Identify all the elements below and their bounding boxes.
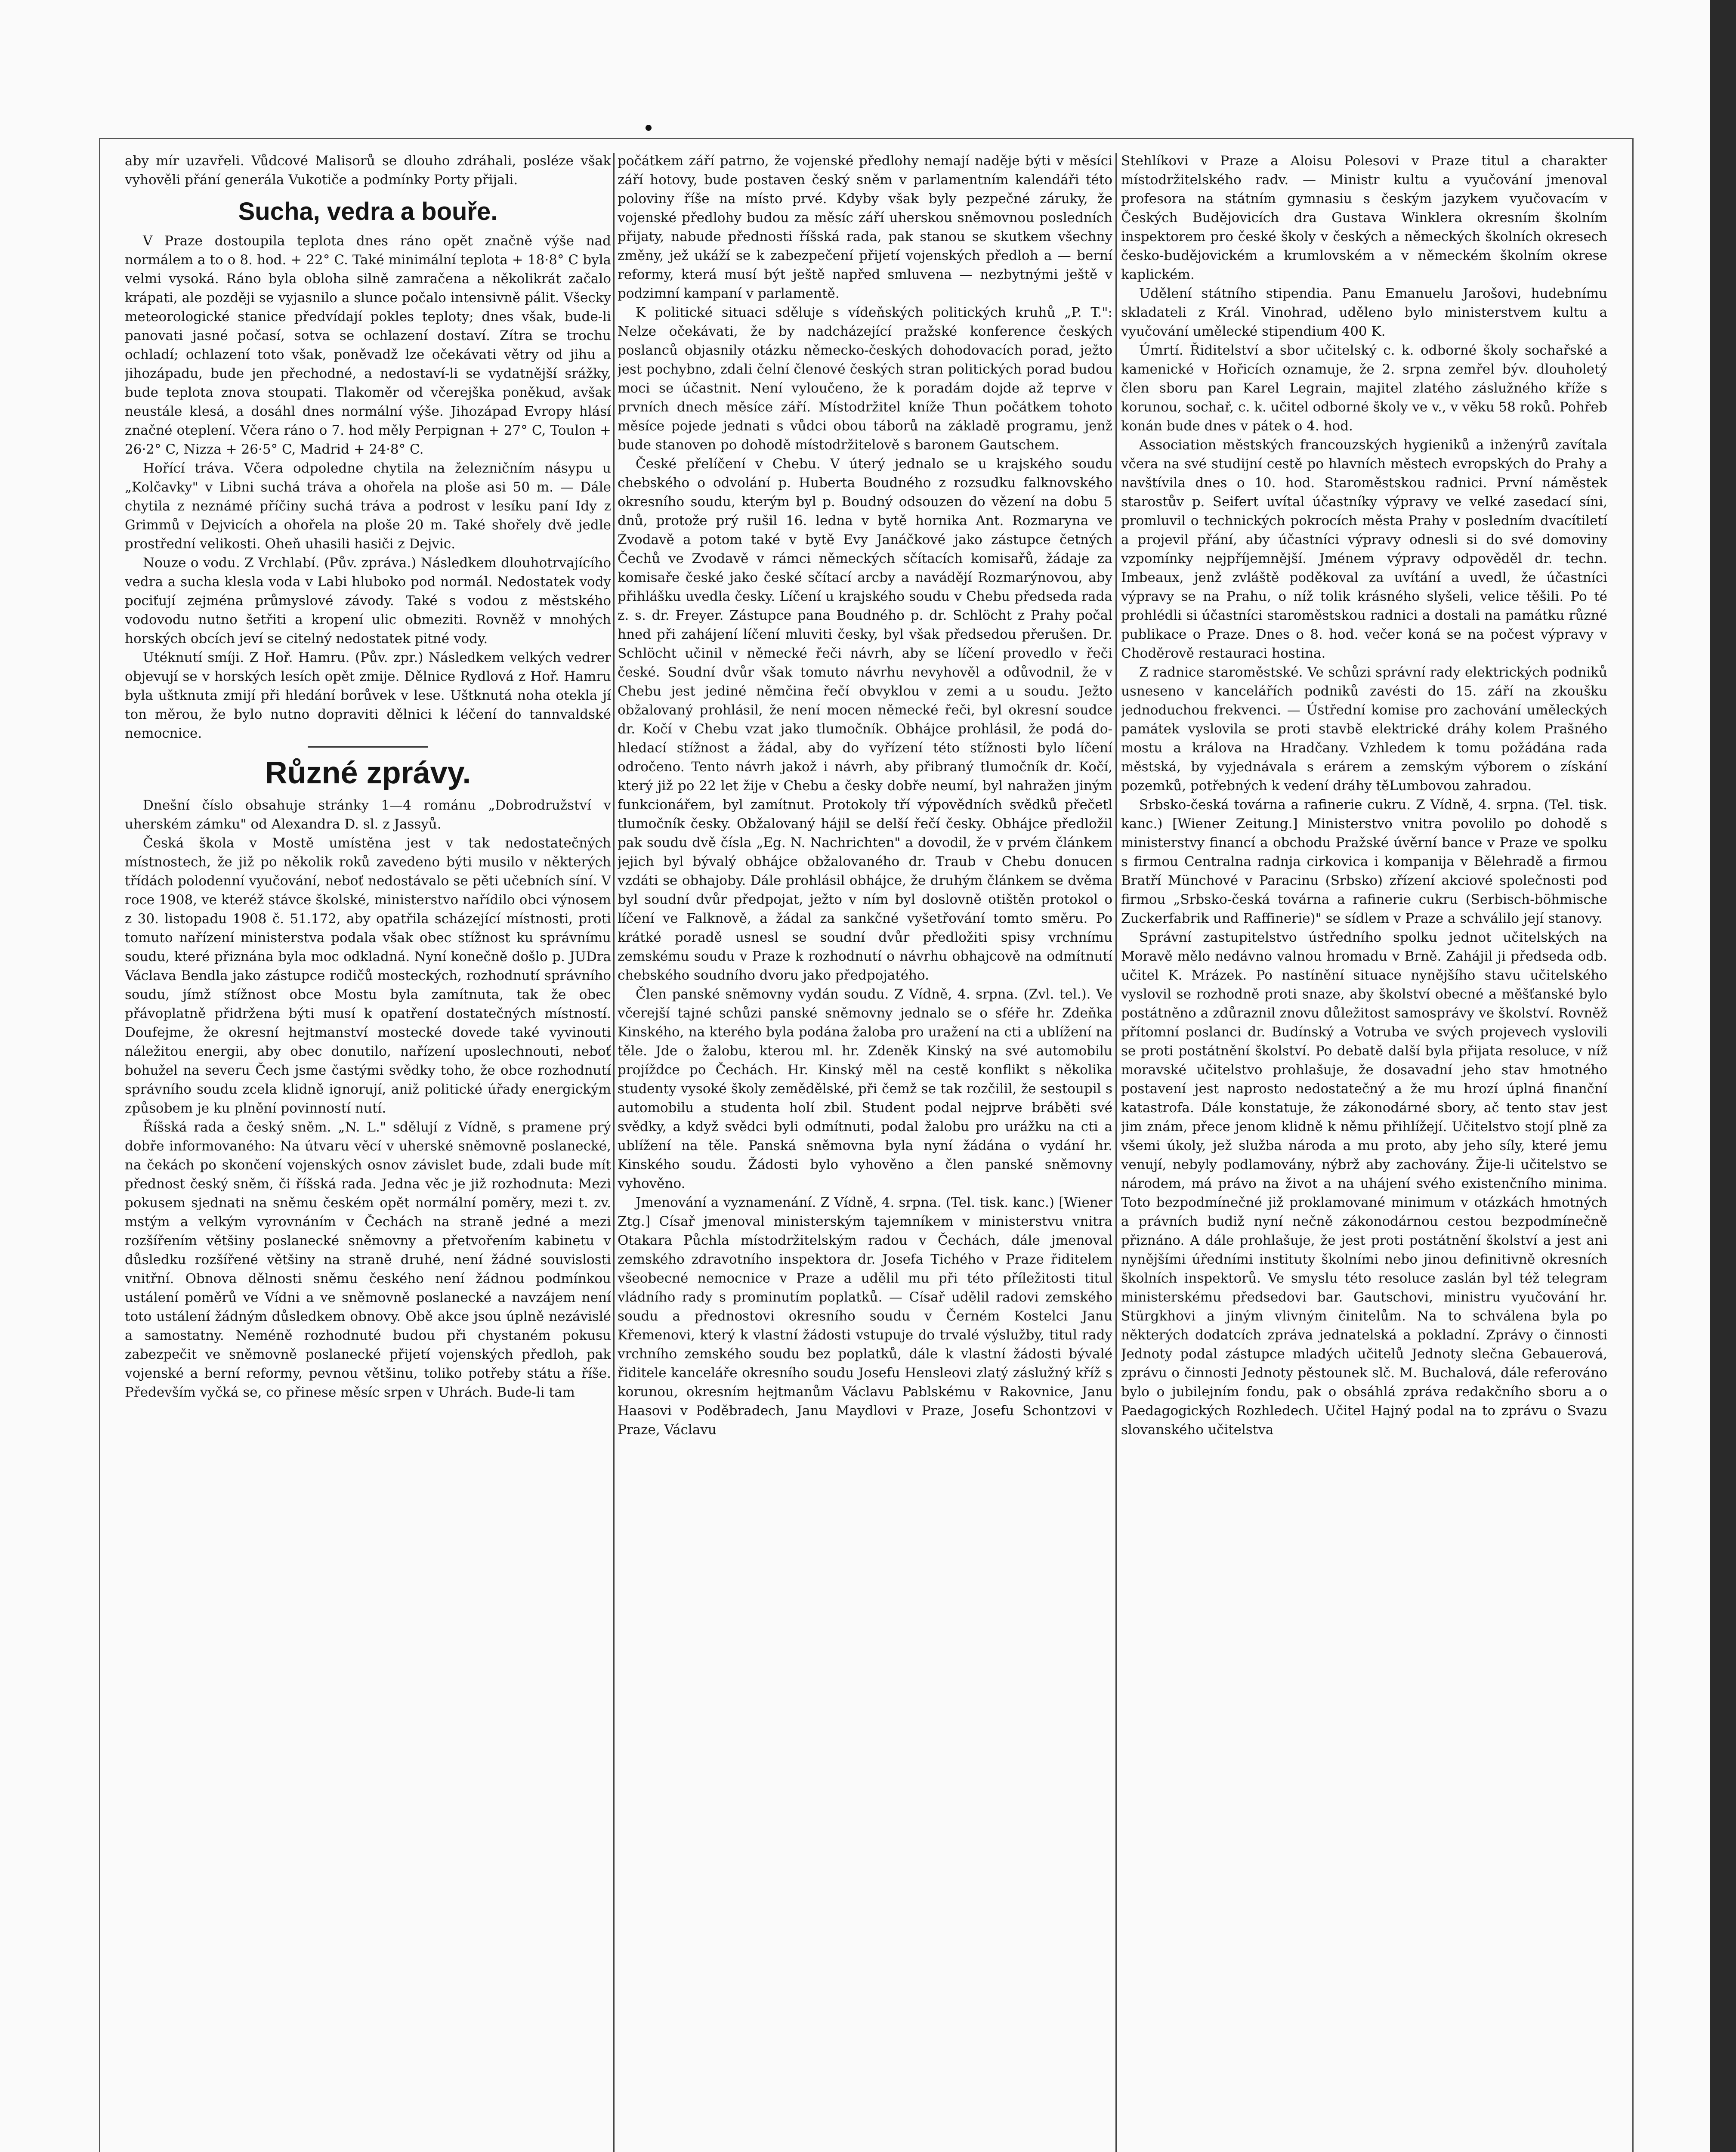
heading-ruzne-zpravy: Různé zprávy. (265, 756, 471, 790)
article-continuation: počátkem září patrno, že vojenské předlohy nemají naděje býti v měsíci září hotovy, bude postaven český sněm v parlamentním kalendáři této poloviny říše na místo prvé. Kdyby však byly pezpečné záruky, že vojenské předlohy budou za měsíc září uherskou sněmovnou posledních přijaty, nabude přednosti říšská rada, pak stanou se skutkem všechny změny, jež ukáží se k zabezpečení přijetí vojenských předloh a — berní reformy, která musí být ještě napřed smluvena — nezbytnými ještě v podzimní kampaní v parlamentě. (618, 153, 1112, 301)
heading-sucha-vedra-boure: Sucha, vedra a bouře. (238, 198, 498, 226)
article-jmenovani: Jmenování a vyznamenání. Z Vídně, 4. srpna. (Tel. tisk. kanc.) [Wiener Ztg.] Císař jmenoval ministerským tajemníkem v ministerstvu vnitra Otakara Půchla místodržitelským radou v Čechách, dále jmenoval zemského zdravotního inspektora dr. Josefa Tichého v Praze řiditelem všeobecné nemocnice v Praze a udělil mu při této příležitosti titul vládního rady s prominutím poplatků. — Císař udělil radovi zemského soudu a přednostovi okresního soudu v Černém Kostelci Janu Křemenovi, který k vlastní žádosti vstupuje do trvalé výslužby, titul rady vrchního zemského soudu bez poplatků, dále k vlastní žádosti bývalé řiditele kanceláře okresního soudu Josefu Hensleovi zlatý záslužný kříž s korunou, okresním hejtmanům Václavu Pablskému v Rakovnice, Janu Haasovi v Poděbradech, Janu Maydlovi v Praze, Josefu Schontzovi v Praze, Václavu (618, 1195, 1112, 1438)
column-1-intro: aby mír uzavřeli. Vůdcové Malisorů se dlouho zdráhali, posléze však vyhověli přání generála Vukotiče a podmínky Porty přijali. (125, 153, 611, 188)
column-rule-1 (613, 153, 615, 2152)
article-stipendium: Udělení státního stipendia. Panu Emanuelu Jarošovi, hudebnímu skladateli z Král. Vinohrad, uděleno bylo ministerstvem kultu a vyučování umělecké stipendium 400 K. (1121, 286, 1607, 339)
column-3 (1121, 152, 1607, 1860)
column-1 (125, 152, 611, 2152)
article-risska-rada: Říšská rada a český sněm. „N. L." sdělují z Vídně, s pramene prý dobře informovaného: Na útvaru věcí v uherské sněmovně poslanecké, na čekách po skončení vojenských osnov závislet bude, zdali bude mít přednost český sněm, či říšská rada. Jedna věc je již rozhodnuta: Mezi pokusem sjednati na sněmu českém opět normální poměry, mezi t. zv. mstým a velkým vyrovnáním v Čechách na straně jedné a mezi rozšířením většiny poslanecké sněmovny a přetvořením kabinetu v důsledku rozšířené většiny na straně druhé, není žádné souvislosti vnitřní. Obnova dělnosti sněmu českého není žádnou podmínkou ustálení poměrů ve Vídni a ve sněmovně poslanecké a navzájem není toto ustálení žádným důsledkem obnovy. Obě akce jsou úplně nezávislé a samostatny. Neméně rozhodnuté budou při chystaném pokusu zabezpečit ve sněmovně poslanecké přijetí vojenských předloh, pak vojenské a berní reformy, pevnou většinu, toliko potřeby státu a říše. Především vyčká se, co přinese měsíc srpen v Uhrách. Bude-li tam (125, 1119, 611, 1400)
article-srbsko-ceska-tovarna: Srbsko-česká továrna a rafinerie cukru. Z Vídně, 4. srpna. (Tel. tisk. kanc.) [Wiener Zeitung.] Ministerstvo vnitra povolilo po dohodě s ministerstvy financí a obchodu Pražské úvěrní bance v Praze ve spolku s firmou Centralna radnja cirkovica i kompanija v Bělehradě a firmou Bratří Münchové v Paracinu (Srbsko) zřízení akciové společnosti pod firmou „Srbsko-česká továrna a rafinerie cukru (Serbisch-böhmische Zuckerfabrik und Raffinerie)" se sídlem v Praze a schválilo její stanovy. (1121, 797, 1607, 926)
article-radnice-staromestska: Z radnice staroměstské. Ve schůzi správní rady elektrických podniků usneseno v kancelářích podniků zavésti do 15. září na zkoušku jednoduchou frekvenci. — Ústřední komise pro zachování uměleckých památek vyslovila se proti stavbě elektrické dráhy kolem Prašného mostu a králova na Hradčany. Vzhledem k tomu požádána rada městská, by vyjednávala s erárem a zemským výborem o získání pozemků, potřebných k vedení dráhy těLumbovou zahradou. (1121, 665, 1607, 794)
article-roman: Dnešní číslo obsahuje stránky 1—4 románu „Dobrodružství v uherském zámku" od Alexandra D. sl. z Jassyů. (125, 798, 611, 832)
article-teplota: V Praze dostoupila teplota dnes ráno opět značně výše nad normálem a to o 8. hod. + 22° C. Také minimální teplota + 18·8° C byla velmi vysoká. Ráno byla obloha silně zamračena a několikrát začalo krápati, ale později se vyjasnilo a slunce počalo intensivně pálit. Všecky meteorologické stanice předvídají pokles teploty; dnes však, bude-li panovati jasné počasí, sotva se ochlazení dostaví. Zítra se trochu ochladí; ochlazení toto však, poněvadž lze očekávati větry od jihu a jihozápadu, bude jen přechodné, a nedostaví-li se vydatnější srážky, bude teplota znova stoupati. Tlakoměr od včerejška poněkud, avšak neustále klesá, a dosáhl dnes normální výše. Jihozápad Evropy hlásí značné oteplení. Včera ráno o 7. hod měly Perpignan + 27° C, Toulon + 26·2° C, Nizza + 26·5° C, Madrid + 24·8° C. (125, 233, 611, 457)
print-dot (646, 125, 652, 131)
section-divider (308, 746, 428, 748)
article-nouze-o-vodu: Nouze o vodu. Z Vrchlabí. (Pův. zpráva.) Následkem dlouhotrvajícího vedra a sucha klesla voda v Labi hluboko pod normál. Nedostatek vody pociťují zejména průmyslové závody. Také s vodou z městského vodovodu nutno šetřiti a kropení ulic obmeziti. Rovněž v mnohých horských obcích jeví se citelný nedostatek pitné vody. (125, 555, 611, 646)
article-ceska-skola-most: Česká škola v Mostě umístěna jest v tak nedostatečných místnostech, že již po několik roků zavedeno býti musilo v některých třídách polodenní vyučování, neboť nedostávalo se pěti učebních síní. V roce 1908, ve kteréž stávce školské, ministerstvo nařídilo obci výnosem z 30. listopadu 1908 č. 51.172, aby opatřila scházející místnosti, proti tomuto nařízení ministerstva podala však obec stížnost ku správnímu soudu, které přiznána byla moc odkladná. Nyní konečně došlo p. JUDra Václava Bendla jako zástupce rodičů mosteckých, rozhodnutí správního soudu, jímž stížnost obce Mostu byla zamítnuta, tak že obec přávoplatně přidržena býti musí k opatření dostatečných místností. Doufejme, že okresní hejtmanství mostecké dovede také vyvinouti náležitou energii, aby obec donutilo, nařízení uposlechnouti, neboť bohužel na severu Čech jsme častými svědky toho, že obce rozhodnutí správního soudu zcela klidně ignorují, aniž politické úřady energickým způsobem je ku plnění povinností nutí. (125, 835, 611, 1116)
article-ceske-prelicen-cheb: České přelíčení v Chebu. V úterý jednalo se u krajského soudu chebského o odvolání p. Huberta Boudného z rozsudku falknovského okresního soudu, kterým byl p. Boudný odsouzen do vězení na dobu 5 dnů, protože prý rušil 16. ledna v bytě hornika Ant. Rozmaryna ve Zvodavě a potom také v bytě Evy Janáčkové jako zástupce četných Čechů ve Zvodavě v rámci německých sčítacích komisařů, žádaje za komisaře české jako české sčítací arcby a navádějí Rozmarýnovou, aby přihlášku uvedla česky. Líčení u krajského soudu v Chebu předseda rada z. s. dr. Freyer. Zástupce pana Boudného p. dr. Schlöcht z Prahy počal hned při zahájení líčení mluviti česky, byl však předsedou přerušen. Dr. Schlöcht učinil v německé řeči návrh, aby se líčení provedlo v řeči české. Soudní dvůr však tomuto návrhu nevyhověl a odůvodnil, že v Chebu jest jediné němčina řečí obvyklou v zemi a u soudu. Ježto obžalovaný prohlásil, že není mocen německé řeči, byl okresní soudce dr. Kočí v Chebu vzat jako tlumočník. Obhájce prohlásil, že podá do- hledací stížnost a žádal, aby do vyřízení této stížnosti bylo líčení odročeno. Tento návrh jakož i návrh, aby přibraný tlumočník dr. Kočí, který již po 22 let žije v Chebu a česky dobře neumí, byl nahražen jiným funkcionářem, byl zamítnut. Protokoly tří výpovědních svědků přečetl tlumočník česky. Obžalovaný hájil se delší řečí česky. Obhájce předložil pak soudu dvě čísla „Eg. N. Nachrichten" a dovodil, že v prvém článkem jejich byl bývalý obhájce obžalovaného dr. Traub v Chebu donucen vzdáti se obhajoby. Dále prohlásil obhájce, že druhým článkem se dvěma byl soudní dvůr předpojat, ježto v ním byl doslovně otištěn protokol o líčení ve Falknově, a žádal za sankčné vyšetřování tomto směru. Po krátké poradě usnesl se soudní dvůr předložiti spisy vrchnímu zemskému soudu v Praze k rozhodnutí o návrhu obhajcově na odmítnutí chebského soudního dvoru jako předpojatého. (618, 456, 1112, 983)
column-rule-2 (1115, 153, 1117, 2152)
article-association-hygieniku: Association městských francouzských hygieniků a inženýrů zavítala včera na své studijní cestě po hlavních městech evropských do Prahy a navštívila dnes o 10. hod. Staroměstskou radnici. První náměstek starostův p. Seifert uvítal účastníky výpravy ve velké zasedací síni, promluvil o technických pokrocích města Prahy v posledním dvacítiletí a projevil přání, aby účastníci výpravy odnesli si do své domoviny vzpomínky nejpříjemnější. Jménem výpravy odpověděl dr. techn. Imbeaux, jenž zvláště poděkoval za uvítání a uvedl, že účastníci výpravy se na Prahu, o níž tolik krásného slyšeli, velice těšili. Po té prohlédli si účastníci staroměstskou radnici a dostali na památku různé publikace o Praze. Dnes o 8. hod. večer koná se na počest výpravy v Choděrově restauraci hostina. (1121, 437, 1607, 661)
article-horici-trava: Hořící tráva. Včera odpoledne chytila na železničním násypu u „Kolčavky" v Libni suchá tráva a ohořela na ploše asi 50 m. — Dále chytila z neznámé příčiny suchá tráva a podrost v lesíku paní Idy z Grimmů v Dejvicích a ohořela na ploše 20 m. Také shořely dvě jedle prostřední velikosti. Oheň uhasili hasiči z Dejvic. (125, 461, 611, 552)
article-spolek-ucitelu: Správní zastupitelstvo ústředního spolku jednot učitelských na Moravě mělo nedávno valnou hromadu v Brně. Zahájil ji předseda odb. učitel K. Mrázek. Po nastínění situace nynějšího stavu učitelského vyslovil se rozhodně proti snaze, aby školství obecné a měšťanské bylo postátněno a zdůraznil znovu důležitost samosprávy ve školství. Rovněž přítomní poslanci dr. Budínský a Votruba ve svých projevech vyslovili se proti postátnění školství. Po debatě další byla přijata resoluce, v níž moravské učitelstvo prohlašuje, že dosavadní jeho stav hmotného postavení jest naprosto nedostatečný a že mu hrozí úplná finanční katastrofa. Dále konstatuje, že zákonodárné sbory, ač tento stav jest jim znám, přece jenom klidně k němu přihlížejí. Učitelstvo stojí plně za všemi úkoly, jež služba národa a mu proto, aby jeho síly, které jemu venují, nebyly podlamovány, nýbrž aby zachovány. Žije-li učitelstvo se národem, má právo na život a na uhájení svého existenčního minima. Toto bezpodmínečné již proklamované minimum v otázkách hmotných a právních budiž nyní nečně zákonodárnou cestou bezpodmínečně přiznáno. A dále prohlašuje, že jest proti postátnění školství a jest ani nynějšími úředními instituty školními nebo jinou definitivně okresních školních inspektorů. Ve smyslu této resoluce zaslán byl též telegram ministerskému předsedovi bar. Gautschovi, ministru vyučování hr. Stürgkhovi a jiným vlivným činitelům. Na to schválena byla po některých dodatcích zpráva jednatelská a pokladní. Zprávy o činnosti Jednoty podal zástupce mladých učitelů Jednoty slečna Gebauerová, zprávu o činnosti Jednoty pěstounek slč. M. Buchalová, dále referováno bylo o jubilejním fondu, pak o obsáhlá zpráva redakčního sboru a o Paedagogických Rozhledech. Učitel Hajný podal na to zprávu o Svazu slovanského učitelstva (1121, 930, 1607, 1438)
article-clen-panske-snemovny: Člen panské sněmovny vydán soudu. Z Vídně, 4. srpna. (Zvl. tel.). Ve včerejší tajné schůzi panské sněmovny jednalo se o sféře hr. Zdeňka Kinského, na kterého byla podána žaloba pro uražení na cti a ublížení na těle. Jde o žalobu, kterou ml. hr. Zdeněk Kinský na své automobilu projíždce po Čechách. Hr. Kinský měl na cestě konflikt s několika studenty vysoké školy zemědělské, při čemž se tak rozčilil, že sestoupil s automobilu a studenta holí zbil. Student podal nejprve bráběti své svědky, a když svědci byli odmítnuti, podal žalobu pro urážku na cti a ublížení na těle. Panská sněmovna byla nyní žádána o vydání hr. Kinského soudu. Žádosti bylo vyhověno a člen panské sněmovny vyhověno. (618, 986, 1112, 1191)
article-politicka-situace: K politické situaci sděluje s vídeňských politických kruhů „P. T.": Nelze očekávati, že by nadcházející pražské konference českých poslanců objasnily otázku německo-českých dohodovacích porad, ježto jest pochybno, zdali čelní členové českých stran politických porad budou moci se účastnit. Není vyloučeno, že k poradám dojde až teprve v prvních dnech měsíce září. Místodržitel kníže Thun počátkem tohoto měsíce pojede jednati s vůdci obou táborů na základě programu, jenž bude stanoven po dohodě místodržitelově s baronem Gautschem. (618, 305, 1112, 453)
article-umrti: Úmrtí. Řiditelství a sbor učitelský c. k. odborné školy sochařské a kamenické v Hořicích oznamuje, že 2. srpna zemřel býv. dlouholetý člen sboru pan Karel Legrain, majitel zlatého záslužného kříže s korunou, sochař, c. k. učitel odborné školy ve v., v věku 58 roků. Pohřeb konán bude dnes v pátek o 4. hod. (1121, 343, 1607, 434)
article-continuation-3: Stehlíkovi v Praze a Aloisu Polesovi v Praze titul a charakter místodržitelského radv. — Ministr kultu a vyučování jmenoval profesora na státním gymnasiu s českým jazykem vyučovacím v Českých Budějovicích dra Gustava Winklera okresním školním inspektorem pro české školy v českých a německých školních okresech česko-budějovickém a krumlovském a v německém školním okrese kaplickém. (1121, 153, 1607, 282)
article-zmije: Utéknutí smíji. Z Hoř. Hamru. (Pův. zpr.) Následkem velkých vedrer objevují se v horských lesích opět zmije. Dělnice Rydlová z Hoř. Hamru byla uštknuta zmijí při hledání borůvek v lese. Uštknutá noha otekla jí ton měrou, že bylo nutno dopraviti dělnici k léčení do tannvaldské nemocnice. (125, 650, 611, 741)
scan-edge (1710, 0, 1736, 2152)
column-2 (618, 152, 1112, 2152)
